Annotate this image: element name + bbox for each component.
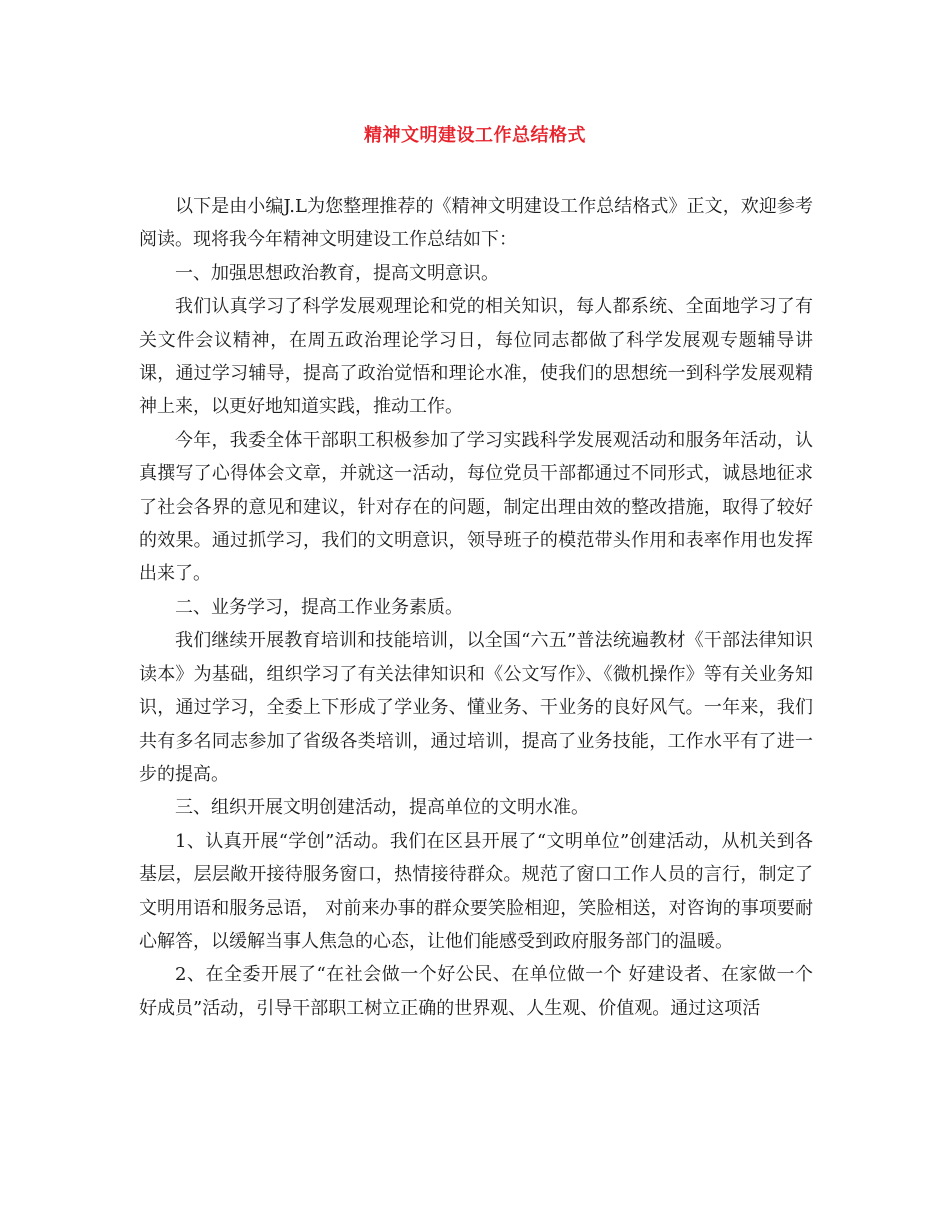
paragraph-section-3-item-2: 2、在全委开展了“在社会做一个好公民、在单位做一个 好建设者、在家做一个好成员”活动，引导干部职工树立正确的世界观、人生观、价值观。通过这项活 bbox=[139, 964, 813, 1019]
paragraph-section-2: 我们继续开展教育培训和技能培训，以全国“六五”普法统遍教材《干部法律知识读本》为基础，组织学习了有关法律知识和《公文写作》、《微机操作》等有关业务知识，通过学习，全委上下形成了学业务、懂业务、干业务的良好风气。一年来，我们共有多名同志参加了省级各类培训，通过培训，提高了业务技能，工作水平有了进一步的提高。 bbox=[139, 630, 813, 785]
heading-section-3: 三、组织开展文明创建活动，提高单位的文明水准。 bbox=[175, 797, 589, 819]
document-title: 精神文明建设工作总结格式 bbox=[364, 125, 586, 146]
paragraph-section-1-b: 今年，我委全体干部职工积极参加了学习实践科学发展观活动和服务年活动，认真撰写了心得体会文章，并就这一活动，每位党员干部都通过不同形式，诚恳地征求了社会各界的意见和建议，针对存在的问题，制定出理由效的整改措施，取得了较好的效果。通过抓学习，我们的文明意识，领导班子的模范带头作用和表率作用也发挥出来了。 bbox=[139, 429, 813, 585]
document-body bbox=[139, 190, 813, 1025]
paragraph-intro: 以下是由小编J.L为您整理推荐的《精神文明建设工作总结格式》正文，欢迎参考阅读。现将我今年精神文明建设工作总结如下： bbox=[139, 196, 813, 251]
heading-section-2: 二、业务学习，提高工作业务素质。 bbox=[175, 596, 463, 618]
paragraph-section-3-item-1: 1、认真开展“学创”活动。我们在区县开展了“文明单位”创建活动，从机关到各基层，层层敞开接待服务窗口，热情接待群众。规范了窗口工作人员的言行，制定了文明用语和服务忌语， 对前来办事的群众要笑脸相迎，笑脸相送，对咨询的事项要耐心解答，以缓解当事人焦急的心态，让他们能感受到政府服务部门的温暖。 bbox=[139, 830, 813, 952]
paragraph-section-1-a: 我们认真学习了科学发展观理论和党的相关知识，每人都系统、全面地学习了有关文件会议精神，在周五政治理论学习日，每位同志都做了科学发展观专题辅导讲课，通过学习辅导，提高了政治觉悟和理论水准，使我们的思想统一到科学发展观精神上来，以更好地知道实践，推动工作。 bbox=[139, 296, 813, 418]
heading-section-1: 一、加强思想政治教育，提高文明意识。 bbox=[175, 262, 499, 284]
